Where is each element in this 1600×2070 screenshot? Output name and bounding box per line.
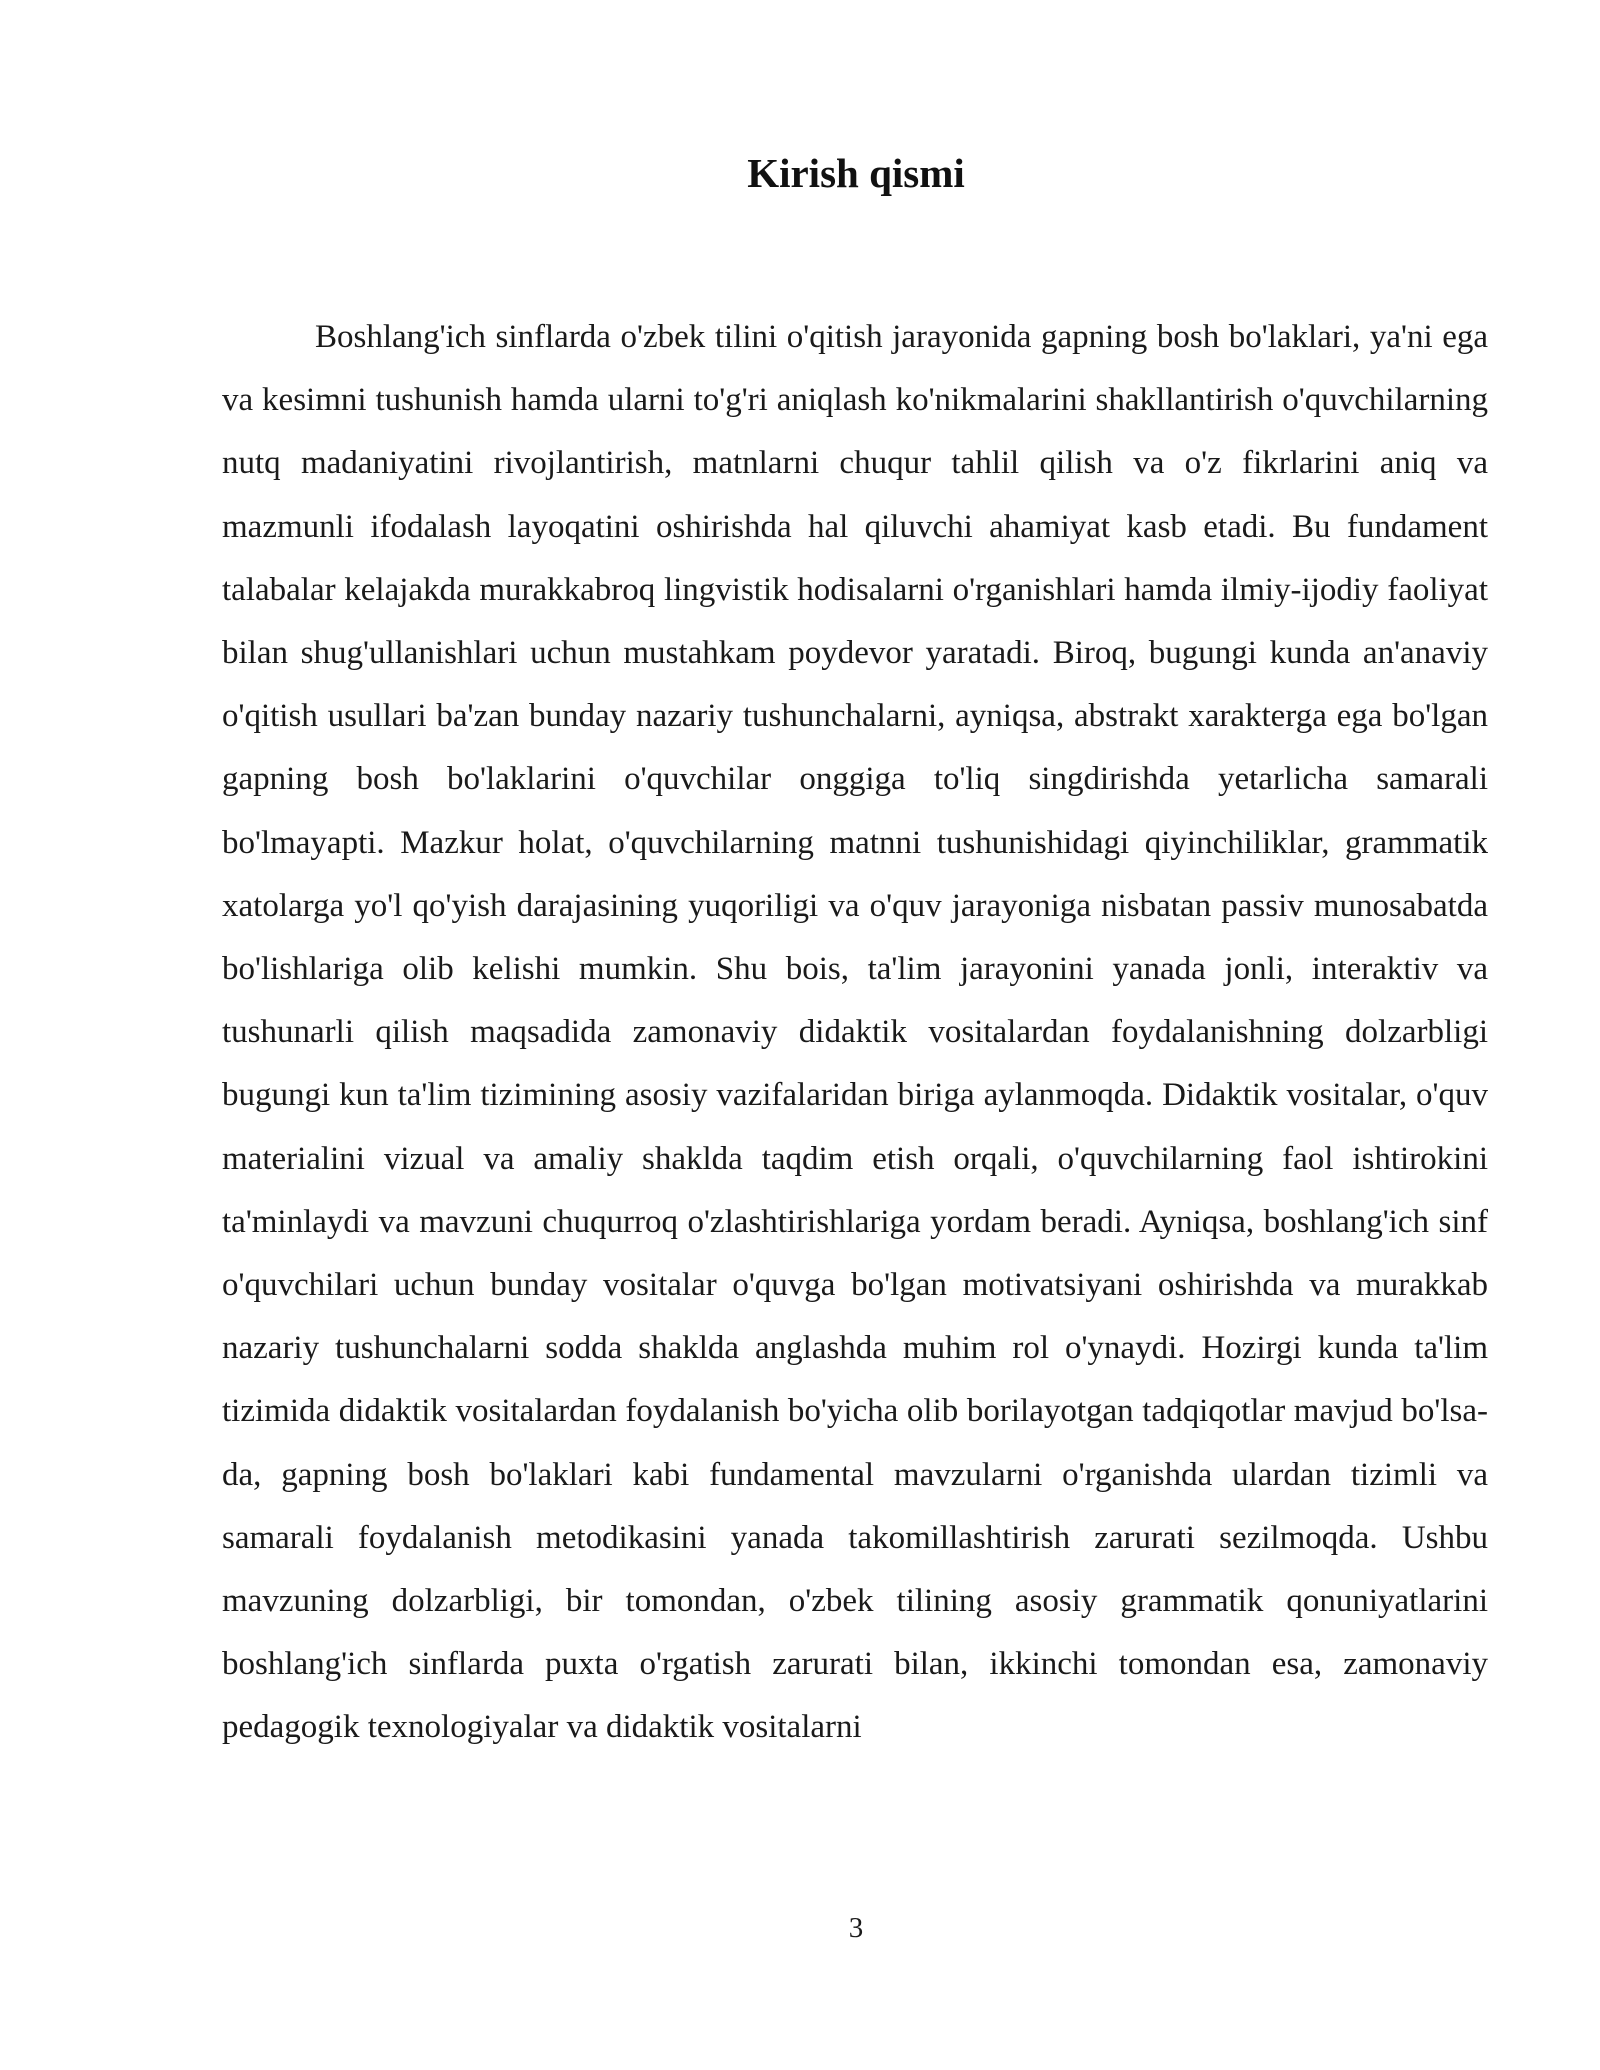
- body-paragraph: Boshlang'ich sinflarda o'zbek tilini o'qitish jarayonida gapning bosh bo'laklari, ya'ni ega va kesimni tushunish hamda ularni to'g'ri aniqlash ko'nikmalarini shakllantirish o'quvchilarning nutq madaniyatini rivojlantirish, matnlarni chuqur tahlil qilish va o'z fikrlarini aniq va mazmunli ifodalash layoqatini oshirishda hal qiluvchi ahamiyat kasb etadi. Bu fundament talabalar kelajakda murakkabroq lingvistik hodisalarni o'rganishlari hamda ilmiy-ijodiy faoliyat bilan shug'ullanishlari uchun mustahkam poydevor yaratadi. Biroq, bugungi kunda an'anaviy o'qitish usullari ba'zan bunday nazariy tushunchalarni, ayniqsa, abstrakt xarakterga ega bo'lgan gapning bosh bo'laklarini o'quvchilar onggiga to'liq singdirishda yetarlicha samarali bo'lmayapti. Mazkur holat, o'quvchilarning matnni tushunishidagi qiyinchiliklar, grammatik xatolarga yo'l qo'yish darajasining yuqoriligi va o'quv jarayoniga nisbatan passiv munosabatda bo'lishlariga olib kelishi mumkin. Shu bois, ta'lim jarayonini yanada jonli, interaktiv va tushunarli qilish maqsadida zamonaviy didaktik vositalardan foydalanishning dolzarbligi bugungi kun ta'lim tizimining asosiy vazifalaridan biriga aylanmoqda. Didaktik vositalar, o'quv materialini vizual va amaliy shaklda taqdim etish orqali, o'quvchilarning faol ishtirokini ta'minlaydi va mavzuni chuqurroq o'zlashtirishlariga yordam beradi. Ayniqsa, boshlang'ich sinf o'quvchilari uchun bunday vositalar o'quvga bo'lgan motivatsiyani oshirishda va murakkab nazariy tushunchalarni sodda shaklda anglashda muhim rol o'ynaydi. Hozirgi kunda ta'lim tizimida didaktik vositalardan foydalanish bo'yicha olib borilayotgan tadqiqotlar mavjud bo'lsa-da, gapning bosh bo'laklari kabi fundamental mavzularni o'rganishda ulardan tizimli va samarali foydalanish metodikasini yanada takomillashtirish zarurati sezilmoqda. Ushbu mavzuning dolzarbligi, bir tomondan, o'zbek tilining asosiy grammatik qonuniyatlarini boshlang'ich sinflarda puxta o'rgatish zarurati bilan, ikkinchi tomondan esa, zamonaviy pedagogik texnologiyalar va didaktik vositalarni: [222, 319, 1488, 1746]
- section-title: Kirish qismi: [747, 150, 965, 196]
- page-number: 3: [848, 1912, 864, 1944]
